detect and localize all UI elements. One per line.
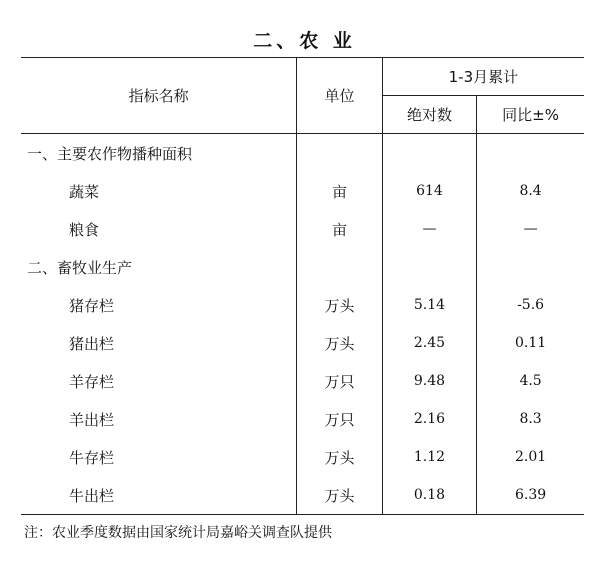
header-yoy: 同比±% [477, 96, 584, 134]
row-unit: 万头 [297, 438, 383, 476]
row-yoy: — [477, 210, 584, 248]
row-unit: 万只 [297, 362, 383, 400]
page-title: 二、农 业 [253, 30, 356, 52]
table-row [21, 172, 584, 210]
row-absolute: 1.12 [382, 438, 476, 476]
section-label: 一、主要农作物播种面积 [27, 144, 193, 163]
row-name: 羊出栏 [69, 410, 115, 429]
row-unit: 万头 [297, 476, 383, 515]
table-row [21, 362, 584, 400]
row-unit: 亩 [297, 172, 383, 210]
row-absolute: 5.14 [382, 286, 476, 324]
row-yoy: 2.01 [477, 438, 584, 476]
row-absolute: 2.45 [382, 324, 476, 362]
row-absolute: — [382, 210, 476, 248]
header-unit: 单位 [297, 58, 383, 134]
row-absolute: 2.16 [382, 400, 476, 438]
table-row [21, 324, 584, 362]
row-name: 猪存栏 [69, 296, 115, 315]
row-name: 牛存栏 [69, 448, 115, 467]
row-absolute: 0.18 [382, 476, 476, 515]
table-row [21, 210, 584, 248]
agriculture-table [21, 57, 584, 515]
row-name: 粮食 [69, 220, 100, 239]
table-row [21, 438, 584, 476]
row-yoy: -5.6 [477, 286, 584, 324]
table-header-row [21, 58, 584, 96]
row-unit: 万头 [297, 324, 383, 362]
table-row [21, 476, 584, 515]
row-absolute: 9.48 [382, 362, 476, 400]
row-absolute: 614 [382, 172, 476, 210]
row-name: 牛出栏 [21, 476, 297, 515]
header-indicator: 指标名称 [128, 87, 189, 105]
row-unit: 万头 [297, 286, 383, 324]
header-absolute: 绝对数 [382, 96, 476, 134]
row-name: 蔬菜 [69, 182, 100, 201]
table-row [21, 286, 584, 324]
row-yoy: 6.39 [477, 476, 584, 515]
section-row [21, 248, 584, 286]
section-row [21, 134, 584, 173]
row-name: 猪出栏 [69, 334, 115, 353]
row-unit: 亩 [297, 210, 383, 248]
table-row [21, 400, 584, 438]
footnote: 注：农业季度数据由国家统计局嘉峪关调查队提供 [24, 525, 332, 541]
row-yoy: 4.5 [477, 362, 584, 400]
row-unit: 万只 [297, 400, 383, 438]
row-yoy: 8.4 [477, 172, 584, 210]
header-period: 1-3月累计 [382, 58, 584, 96]
row-yoy: 8.3 [477, 400, 584, 438]
row-name: 羊存栏 [69, 372, 115, 391]
row-yoy: 0.11 [477, 324, 584, 362]
section-label: 二、畜牧业生产 [27, 258, 133, 277]
